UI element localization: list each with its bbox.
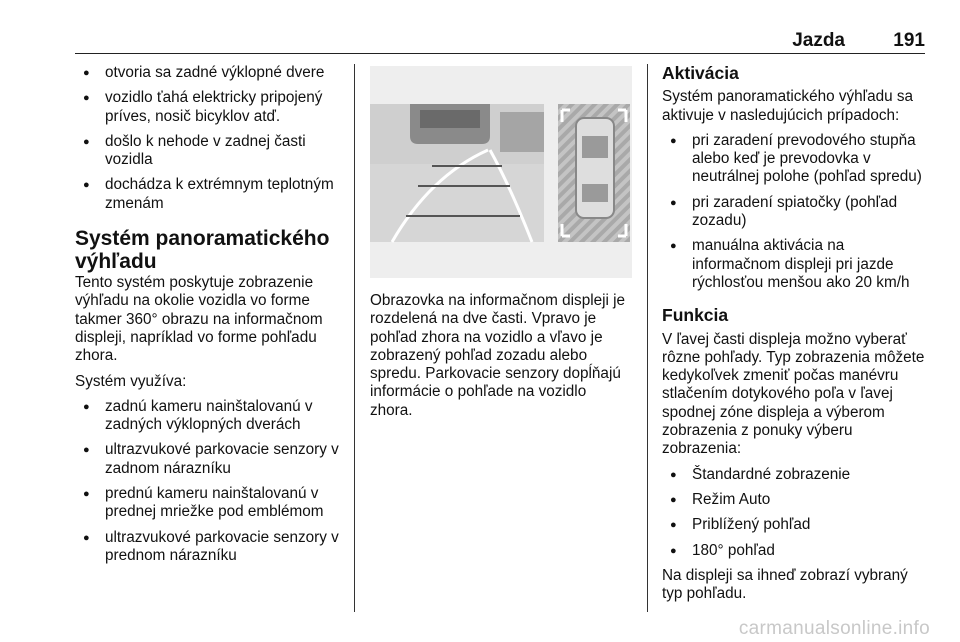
column-divider-1 [354, 64, 355, 612]
column-3 [662, 64, 930, 610]
list-item: ● manuálna aktivácia na informačnom displeji pri jazde rýchlosťou menšou ako 20 km/h [662, 237, 930, 292]
top-view-car-icon [576, 118, 614, 218]
section-title: Jazda [792, 30, 845, 51]
display-illustration [370, 66, 632, 278]
list-item: ● prednú kameru nainštalovanú v prednej mriežke pod emblémom [75, 485, 345, 522]
intro-paragraph: Tento systém poskytuje zobrazenie výhľadu na okolie vozidla vo forme takmer 360° obrazu na informačnom displeji, napríklad vo forme pohľadu zhora. [75, 274, 323, 365]
list-item: ● zadnú kameru nainštalovanú v zadných výklopných dverách [75, 398, 345, 435]
list-item: ● otvoria sa zadné výklopné dvere [75, 64, 345, 82]
list-item: ● pri zaradení spiatočky (pohľad zozadu) [662, 194, 930, 231]
column-divider-2 [647, 64, 648, 612]
bullet-list-components [75, 398, 345, 565]
list-item: ● ultrazvukové parkovacie senzory v zadnom nárazníku [75, 441, 345, 478]
bullet-list-activation [662, 132, 930, 292]
list-item: ● došlo k nehode v zadnej časti vozidla [75, 133, 345, 170]
list-item: ● 180° pohľad [662, 542, 930, 560]
list-item: ● ultrazvukové parkovacie senzory v prednom nárazníku [75, 529, 345, 566]
watermark: carmanualsonline.info [738, 618, 930, 639]
bullet-list-conditions [75, 64, 345, 213]
section-heading: Systém panoramatického výhľadu [75, 227, 330, 274]
list-item: ● Štandardné zobrazenie [662, 466, 930, 484]
activation-intro: Systém panoramatického výhľadu sa aktivuje v nasledujúcich prípadoch: [662, 88, 914, 124]
list-item: ● Režim Auto [662, 491, 930, 509]
list-item: ● Priblížený pohľad [662, 516, 930, 534]
figure-caption: Obrazovka na informačnom displeji je rozdelená na dve časti. Vpravo je pohľad zhora na vozidlo a vľavo je zobrazený pohľad zozadu alebo spredu. Parkovacie senzory dopĺňajú informácie o pohľade na vozidlo zhora. [370, 292, 626, 419]
list-item: ● dochádza k extrémnym teplotným zmenám [75, 176, 345, 213]
heading-activation: Aktivácia [662, 63, 739, 83]
column-1 [75, 64, 345, 572]
heading-function: Funkcia [662, 305, 729, 326]
list-item: ● vozidlo ťahá elektricky pripojený príves, nosič bicyklov atď. [75, 89, 345, 126]
column-2 [370, 64, 632, 427]
bullet-list-views [662, 466, 930, 560]
camera-view-illustration [370, 66, 632, 278]
page-header [75, 30, 925, 52]
page-number: 191 [893, 30, 925, 51]
closing-paragraph: Na displeji sa ihneď zobrazí vybraný typ pohľadu. [662, 566, 908, 603]
list-item: ● pri zaradení prevodového stupňa alebo keď je prevodovka v neutrálnej polohe (pohľad spredu) [662, 132, 930, 187]
uses-label: Systém využíva: [75, 372, 187, 390]
header-rule [75, 53, 925, 54]
function-intro: V ľavej časti displeja možno vyberať rôzne pohľady. Typ zobrazenia môžete kedykoľvek zmeniť počas manévru stlačením dotykového poľa v ľavej spodnej zóne displeja a výberom zobrazenia z ponuky výberu zobrazenia: [662, 330, 925, 458]
